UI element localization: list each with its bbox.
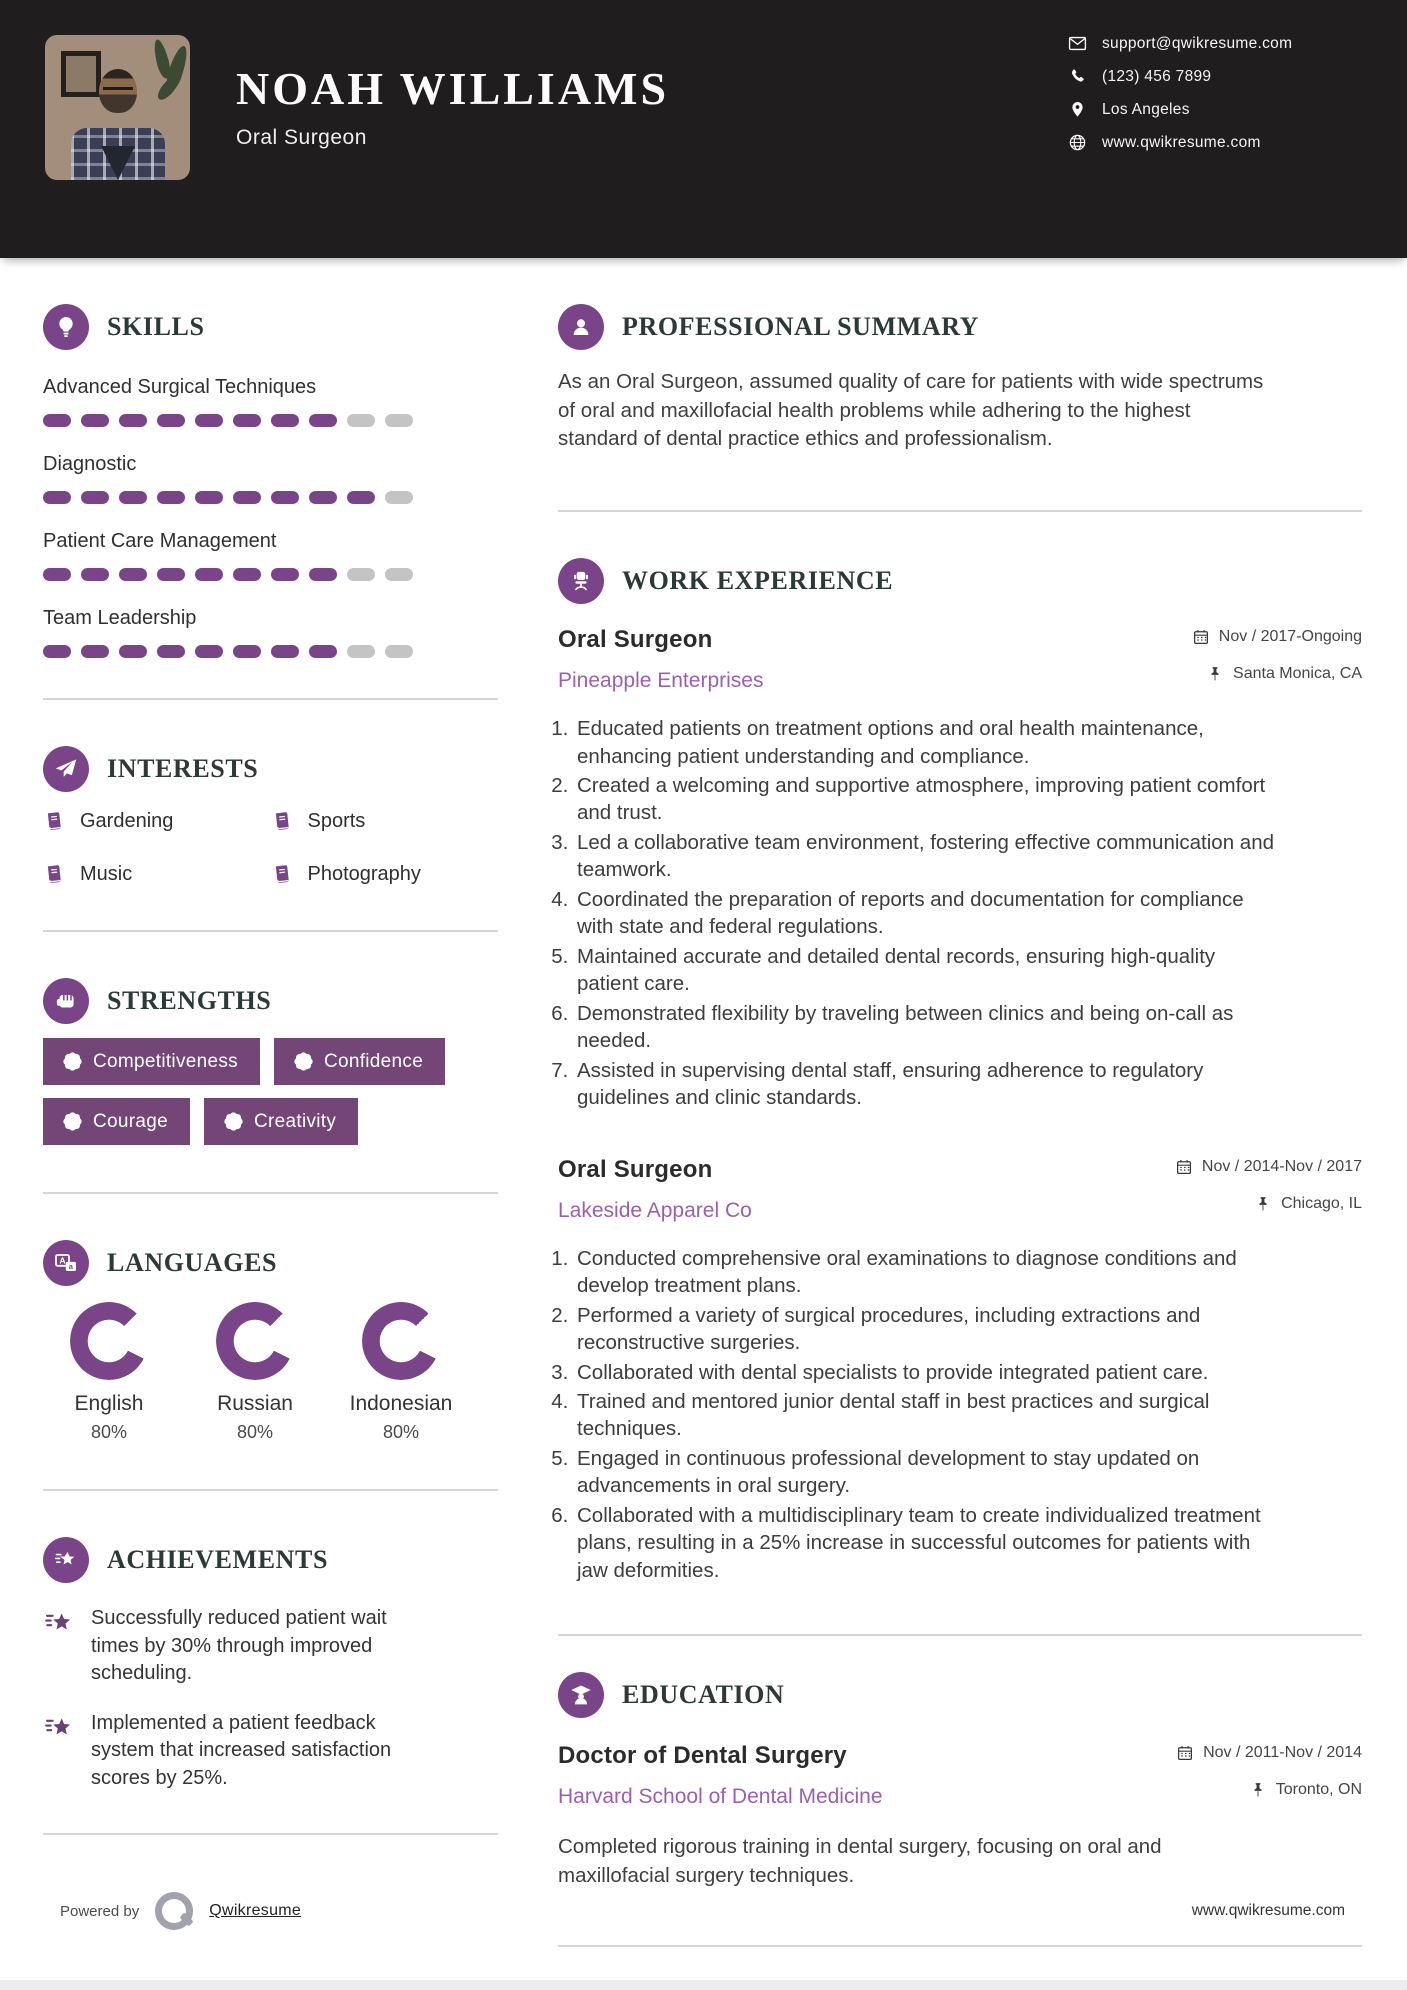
job-company[interactable]: Pineapple Enterprises (558, 669, 764, 693)
degree-title: Doctor of Dental Surgery (558, 1742, 847, 1770)
skill-row (43, 607, 498, 658)
education-dates-row (1176, 1744, 1362, 1762)
book-icon (42, 809, 67, 834)
strength-badge (43, 1098, 190, 1145)
job-title: Oral Surgeon (558, 1155, 713, 1183)
achievements-title: ACHIEVEMENTS (107, 1545, 329, 1574)
job-bullet-list (544, 1245, 1280, 1585)
interest-label: Gardening (80, 810, 174, 832)
job-title: Oral Surgeon (558, 626, 713, 654)
profile-photo (45, 35, 190, 180)
language-item (43, 1302, 175, 1443)
calendar-icon (1192, 628, 1210, 646)
language-item (335, 1302, 467, 1443)
office-chair-icon (558, 558, 604, 604)
contact-phone-text: (123) 456 7899 (1102, 67, 1212, 85)
skill-row (43, 376, 498, 427)
shooting-star-icon (43, 1537, 89, 1583)
summary-text: As an Oral Surgeon, assumed quality of care for patients with wide spectrums of oral and maxillofacial health problems while adhering to the highest standard of dental practice ethics and professionalism. (558, 370, 1264, 451)
pushpin-icon (1206, 665, 1224, 683)
languages-list (43, 1302, 498, 1443)
contact-email[interactable] (1068, 33, 1292, 54)
email-icon (1068, 34, 1087, 53)
photo-person (45, 35, 190, 180)
job-location: Santa Monica, CA (1233, 665, 1362, 683)
languages-section-heading (43, 1240, 498, 1286)
shooting-star-icon (43, 1607, 75, 1639)
strengths-section-heading (43, 978, 498, 1024)
contact-block (1068, 33, 1292, 165)
contact-location-text: Los Angeles (1102, 100, 1190, 118)
shooting-star-icon (43, 1712, 75, 1744)
education-dates: Nov / 2011-Nov / 2014 (1203, 1744, 1362, 1762)
interest-item (43, 810, 271, 833)
job-dates-row (1175, 1158, 1362, 1176)
divider (43, 1192, 498, 1194)
job-bullet: 2. Performed a variety of surgical procedures, including extractions and reconstructive surgeries. (574, 1302, 1280, 1357)
starburst-icon (296, 1054, 311, 1069)
job-bullet: 1. Educated patients on treatment options and oral health maintenance, enhancing patient understanding and compliance. (574, 715, 1280, 770)
divider (43, 930, 498, 932)
skill-label: Patient Care Management (43, 530, 277, 552)
education-meta (1176, 1744, 1362, 1818)
job-bullet-list (544, 715, 1280, 1112)
job-bullet: 3. Led a collaborative team environment, fostering effective communication and teamwork. (574, 829, 1280, 884)
language-percent: 80% (236, 1422, 274, 1442)
achievement-item (43, 1710, 498, 1793)
right-column (558, 304, 1362, 1947)
education-entry (558, 1742, 1362, 1890)
achievement-text: Implemented a patient feedback system that increased satisfaction scores by 25%. (91, 1711, 392, 1789)
interest-label: Music (80, 863, 133, 885)
calendar-icon (1175, 1158, 1193, 1176)
person-name: NOAH WILLIAMS (236, 63, 670, 114)
divider (43, 1833, 498, 1835)
job-dates-row (1192, 628, 1362, 646)
interests-section-heading (43, 746, 498, 792)
qwikresume-link[interactable]: Qwikresume (209, 1902, 302, 1919)
person-icon (558, 304, 604, 350)
language-percent: 80% (90, 1422, 128, 1442)
left-column (43, 304, 498, 1947)
content (0, 258, 1407, 1947)
contact-website-text: www.qwikresume.com (1102, 133, 1261, 151)
paper-plane-icon (43, 746, 89, 792)
strengths-title: STRENGTHS (107, 986, 272, 1015)
job-location: Chicago, IL (1281, 1194, 1362, 1212)
job-bullet: 7. Assisted in supervising dental staff, ensuring adherence to regulatory guidelines and clinic standards. (574, 1057, 1280, 1112)
interests-title: INTERESTS (107, 754, 259, 783)
job-bullet: 4. Coordinated the preparation of reports and documentation for compliance with state and federal regulations. (574, 886, 1280, 941)
contact-location[interactable] (1068, 99, 1292, 120)
page-bottom-edge (0, 1980, 1407, 1990)
job-company[interactable]: Lakeside Apparel Co (558, 1198, 752, 1222)
job-dates: Nov / 2014-Nov / 2017 (1201, 1157, 1362, 1175)
skill-level-bar (43, 645, 498, 658)
job-entry (558, 1156, 1362, 1585)
achievement-text: Successfully reduced patient wait times by 30% through improved scheduling. (91, 1607, 387, 1685)
experience-title: WORK EXPERIENCE (622, 566, 894, 596)
language-item (189, 1302, 321, 1443)
interest-label: Photography (307, 863, 421, 885)
experience-section-heading (558, 558, 1362, 604)
calendar-icon (1176, 1744, 1194, 1762)
language-donut-chart (362, 1302, 440, 1380)
book-icon (269, 862, 294, 887)
fist-icon (43, 978, 89, 1024)
photo-glasses (103, 87, 133, 96)
job-bullet: 4. Trained and mentored junior dental staff in best practices and surgical techniques. (574, 1388, 1280, 1443)
graduate-icon (558, 1672, 604, 1718)
language-name: English (74, 1392, 144, 1415)
education-location: Toronto, ON (1275, 1781, 1362, 1799)
header (0, 0, 1407, 258)
strength-label: Competitiveness (93, 1050, 238, 1072)
starburst-icon (226, 1114, 241, 1129)
summary-section-heading (558, 304, 1362, 350)
person-title: Oral Surgeon (236, 126, 367, 149)
divider (558, 1945, 1362, 1947)
language-name: Indonesian (349, 1392, 453, 1415)
language-name: Russian (217, 1392, 293, 1415)
job-bullet: 2. Created a welcoming and supportive atmosphere, improving patient comfort and trust. (574, 772, 1280, 827)
skill-row (43, 453, 498, 504)
job-dates: Nov / 2017-Ongoing (1218, 628, 1362, 646)
name-block (236, 63, 670, 150)
languages-title: LANGUAGES (107, 1248, 278, 1277)
footer-branding (60, 1892, 301, 1930)
strength-badge (274, 1038, 445, 1085)
language-donut-chart (70, 1302, 148, 1380)
book-icon (42, 862, 67, 887)
job-bullet: 3. Collaborated with dental specialists to provide integrated patient care. (574, 1359, 1280, 1386)
skill-level-bar (43, 491, 498, 504)
location-icon (1068, 100, 1087, 119)
job-location-row (1175, 1195, 1362, 1213)
skill-level-bar (43, 568, 498, 581)
globe-icon (1068, 133, 1087, 152)
education-description: Completed rigorous training in dental surgery, focusing on oral and maxillofacial surgery techniques. (558, 1835, 1162, 1887)
divider (43, 698, 498, 700)
pushpin-icon (1254, 1195, 1272, 1213)
phone-icon (1068, 67, 1087, 86)
education-section-heading (558, 1672, 1362, 1718)
job-location-row (1192, 665, 1362, 683)
interest-item (43, 863, 271, 886)
pushpin-icon (1249, 1781, 1267, 1799)
skill-level-bar (43, 414, 498, 427)
translate-icon (43, 1240, 89, 1286)
qwikresume-logo-icon (155, 1892, 193, 1930)
job-meta (1175, 1158, 1362, 1232)
divider (558, 510, 1362, 512)
contact-email-text: support@qwikresume.com (1102, 34, 1293, 52)
book-icon (269, 809, 294, 834)
strength-badge (43, 1038, 260, 1085)
job-bullet: 6. Collaborated with a multidisciplinary team to create individualized treatment plans, resulting in a 25% increase in successful outcomes for patients with jaw deformities. (574, 1502, 1280, 1584)
skill-label: Team Leadership (43, 607, 197, 629)
divider (43, 1489, 498, 1491)
svg-text:A: A (59, 1255, 66, 1266)
education-location-row (1176, 1781, 1362, 1799)
job-entry (558, 626, 1362, 1112)
education-title: EDUCATION (622, 1680, 785, 1710)
divider (558, 1634, 1362, 1636)
achievements-section-heading (43, 1537, 498, 1583)
strength-label: Courage (93, 1110, 168, 1132)
starburst-icon (65, 1114, 80, 1129)
lightbulb-icon (43, 304, 89, 350)
job-meta (1192, 628, 1362, 702)
skill-label: Diagnostic (43, 453, 137, 475)
achievement-item (43, 1605, 498, 1688)
footer (60, 1892, 1345, 1930)
starburst-icon (65, 1054, 80, 1069)
skill-label: Advanced Surgical Techniques (43, 376, 317, 398)
interests-list (43, 810, 498, 886)
job-bullet: 5. Maintained accurate and detailed dental records, ensuring high-quality patient care. (574, 943, 1280, 998)
footer-website[interactable]: www.qwikresume.com (1191, 1902, 1345, 1919)
skills-title: SKILLS (107, 312, 205, 341)
contact-phone[interactable] (1068, 66, 1292, 87)
language-percent: 80% (382, 1422, 420, 1442)
strength-label: Confidence (323, 1050, 424, 1072)
interest-label: Sports (307, 810, 366, 832)
interest-item (271, 810, 499, 833)
interest-item (271, 863, 499, 886)
language-donut-chart (216, 1302, 294, 1380)
job-bullet: 6. Demonstrated flexibility by traveling between clinics and being on-call as needed. (574, 1000, 1280, 1055)
skills-section-heading (43, 304, 498, 350)
skill-row (43, 530, 498, 581)
strength-label: Creativity (253, 1110, 337, 1132)
strength-badge (204, 1098, 358, 1145)
school-name[interactable]: Harvard School of Dental Medicine (558, 1785, 883, 1809)
job-bullet: 1. Conducted comprehensive oral examinations to diagnose conditions and develop treatment plans. (574, 1245, 1280, 1300)
contact-website[interactable] (1068, 132, 1292, 153)
svg-text:a: a (68, 1262, 73, 1272)
powered-by-label: Powered by (60, 1902, 140, 1920)
job-bullet: 5. Engaged in continuous professional development to stay updated on advancements in oral surgery. (574, 1445, 1280, 1500)
summary-title: PROFESSIONAL SUMMARY (622, 312, 980, 341)
strengths-badges (43, 1038, 498, 1158)
